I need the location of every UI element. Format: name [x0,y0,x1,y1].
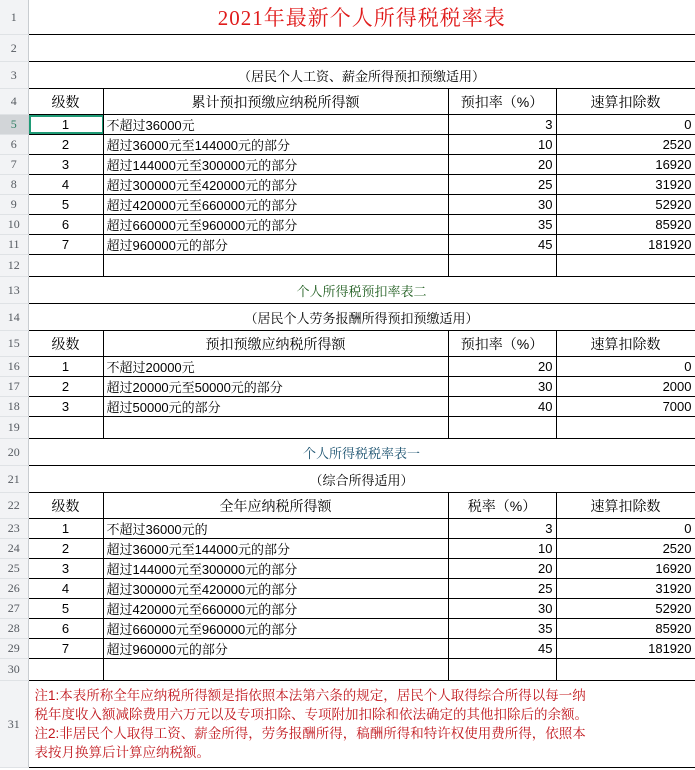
table2-col-rate: 预扣率（%） [448,331,556,357]
cell-level[interactable]: 7 [28,639,103,659]
table-row [0,377,695,397]
cell-rate[interactable]: 20 [448,357,556,377]
table-row [0,175,695,195]
cell-level[interactable]: 6 [28,215,103,235]
empty-cell[interactable] [103,659,448,681]
cell-rate[interactable]: 45 [448,639,556,659]
cell-deduction[interactable]: 31920 [556,579,695,599]
cell-range[interactable]: 超过660000元至960000元的部分 [103,215,448,235]
row-13 [0,277,695,304]
row-header-18[interactable]: 18 [0,397,28,417]
row-header-29[interactable]: 29 [0,639,28,659]
empty-cell[interactable] [556,417,695,439]
table-row [0,235,695,255]
empty-cell[interactable] [448,417,556,439]
cell-rate[interactable]: 3 [448,519,556,539]
cell-rate[interactable]: 25 [448,579,556,599]
cell-level[interactable]: 2 [28,377,103,397]
footnote-line-4: 表按月换算后计算应纳税额。 [34,745,210,760]
row-header-31[interactable]: 31 [0,681,28,768]
table-row [0,599,695,619]
cell-deduction[interactable]: 52920 [556,195,695,215]
cell-level[interactable]: 2 [28,135,103,155]
row-30 [0,659,695,681]
footnote-line-3: 注2:非居民个人取得工资、薪金所得，劳务报酬所得，稿酬所得和特许权使用费所得，依照本 [34,726,586,741]
empty-cell[interactable] [556,659,695,681]
cell-level[interactable]: 4 [28,579,103,599]
table3-col-rate: 税率（%） [448,493,556,519]
cell-range[interactable]: 超过960000元的部分 [103,639,448,659]
table3-col-deduction: 速算扣除数 [556,493,695,519]
cell-deduction[interactable]: 2520 [556,539,695,559]
row-header-1[interactable]: 1 [0,0,28,35]
cell-range[interactable]: 不超过36000元 [103,115,448,135]
footnote-line-1: 注1:本表所称全年应纳税所得额是指依照本法第六条的规定，居民个人取得综合所得以每一纳 [34,688,586,703]
cell-deduction[interactable]: 7000 [556,397,695,417]
row-header-12[interactable]: 12 [0,255,28,277]
table-row [0,135,695,155]
row-header-6[interactable]: 6 [0,135,28,155]
empty-cell[interactable] [28,417,103,439]
table2-col-level: 级数 [28,331,103,357]
page-title: 2021年最新个人所得税税率表 [28,0,695,35]
cell-level[interactable]: 1 [28,519,103,539]
table1-col-deduction: 速算扣除数 [556,89,695,115]
empty-cell[interactable] [28,659,103,681]
row-header-21[interactable]: 21 [0,466,28,493]
table-row [0,619,695,639]
cell-range[interactable]: 超过420000元至660000元的部分 [103,195,448,215]
cell-deduction[interactable]: 52920 [556,599,695,619]
row-15 [0,331,695,357]
cell-rate[interactable]: 10 [448,539,556,559]
cell-deduction[interactable]: 2520 [556,135,695,155]
row-1 [0,0,695,35]
row-21 [0,466,695,493]
cell-rate[interactable]: 20 [448,155,556,175]
cell-range[interactable]: 超过300000元至420000元的部分 [103,175,448,195]
table-row [0,519,695,539]
table1-col-range: 累计预扣预缴应纳税所得额 [103,89,448,115]
cell-deduction[interactable]: 16920 [556,559,695,579]
table-row [0,397,695,417]
row-12 [0,255,695,277]
cell-range[interactable]: 超过960000元的部分 [103,235,448,255]
cell-rate[interactable]: 30 [448,599,556,619]
cell-level[interactable]: 4 [28,175,103,195]
row-header-22[interactable]: 22 [0,493,28,519]
row-14 [0,304,695,331]
cell-deduction[interactable]: 2000 [556,377,695,397]
row-header-15[interactable]: 15 [0,331,28,357]
row-2 [0,35,695,62]
table3-banner: 个人所得税税率表一 [28,439,695,466]
cell-deduction[interactable]: 16920 [556,155,695,175]
row-header-11[interactable]: 11 [0,235,28,255]
cell-range[interactable]: 超过36000元至144000元的部分 [103,135,448,155]
row-header-4[interactable]: 4 [0,89,28,115]
row-header-10[interactable]: 10 [0,215,28,235]
row-31 [0,681,695,768]
empty-cell[interactable] [103,255,448,277]
table1-col-rate: 预扣率（%） [448,89,556,115]
table-row [0,357,695,377]
cell-level[interactable]: 7 [28,235,103,255]
cell-level[interactable]: 5 [28,195,103,215]
row-22 [0,493,695,519]
cell-rate[interactable]: 35 [448,215,556,235]
cell-level[interactable]: 6 [28,619,103,639]
empty-cell[interactable] [556,255,695,277]
cell-rate[interactable]: 30 [448,195,556,215]
cell-rate[interactable]: 30 [448,377,556,397]
cell-level[interactable]: 2 [28,539,103,559]
row-header-13[interactable]: 13 [0,277,28,304]
row-header-25[interactable]: 25 [0,559,28,579]
empty-cell[interactable] [448,659,556,681]
row-header-5[interactable]: 5 [0,115,28,135]
cell-range[interactable]: 不超过36000元的 [103,519,448,539]
table3-col-range: 全年应纳税所得额 [103,493,448,519]
cell-rate[interactable]: 10 [448,135,556,155]
cell-range[interactable]: 不超过20000元 [103,357,448,377]
table-row [0,539,695,559]
table1-col-level: 级数 [28,89,103,115]
table2-subtitle: （居民个人劳务报酬所得预扣预缴适用） [28,304,695,331]
row-header-9[interactable]: 9 [0,195,28,215]
row-header-8[interactable]: 8 [0,175,28,195]
cell-level[interactable]: 5 [28,599,103,619]
table1-banner: 个人所得税预扣率表一 [28,35,695,62]
cell-deduction[interactable]: 181920 [556,639,695,659]
cell-range[interactable]: 超过144000元至300000元的部分 [103,155,448,175]
footnote-block[interactable] [28,681,695,768]
row-4 [0,89,695,115]
empty-cell[interactable] [448,255,556,277]
cell-range[interactable]: 超过36000元至144000元的部分 [103,539,448,559]
cell-deduction[interactable]: 0 [556,115,695,135]
table-row [0,559,695,579]
cell-range[interactable]: 超过420000元至660000元的部分 [103,599,448,619]
row-header-30[interactable]: 30 [0,659,28,681]
cell-range[interactable]: 超过300000元至420000元的部分 [103,579,448,599]
row-header-16[interactable]: 16 [0,357,28,377]
table1-subtitle: （居民个人工资、薪金所得预扣预缴适用） [28,62,695,89]
cell-rate[interactable]: 20 [448,559,556,579]
table-row [0,639,695,659]
table2-banner: 个人所得税预扣率表二 [28,277,695,304]
row-19 [0,417,695,439]
cell-level[interactable]: 3 [28,559,103,579]
cell-deduction[interactable]: 85920 [556,215,695,235]
row-header-7[interactable]: 7 [0,155,28,175]
table-row [0,195,695,215]
cell-deduction[interactable]: 0 [556,519,695,539]
cell-level[interactable]: 3 [28,397,103,417]
cell-deduction[interactable]: 181920 [556,235,695,255]
footnote-line-2: 税年度收入额减除费用六万元以及专项扣除、专项附加扣除和依法确定的其他扣除后的余额。 [34,707,588,722]
row-header-20[interactable]: 20 [0,439,28,466]
row-header-24[interactable]: 24 [0,539,28,559]
cell-range[interactable]: 超过20000元至50000元的部分 [103,377,448,397]
row-header-19[interactable]: 19 [0,417,28,439]
row-header-2[interactable]: 2 [0,35,28,62]
table-row [0,155,695,175]
table-row [0,579,695,599]
row-header-27[interactable]: 27 [0,599,28,619]
table2-col-deduction: 速算扣除数 [556,331,695,357]
empty-cell[interactable] [103,417,448,439]
row-header-17[interactable]: 17 [0,377,28,397]
cell-deduction[interactable]: 85920 [556,619,695,639]
table3-col-level: 级数 [28,493,103,519]
cell-level[interactable]: 3 [28,155,103,175]
row-3 [0,62,695,89]
cell-range[interactable]: 超过660000元至960000元的部分 [103,619,448,639]
row-header-23[interactable]: 23 [0,519,28,539]
cell-deduction[interactable]: 31920 [556,175,695,195]
cell-rate[interactable]: 25 [448,175,556,195]
cell-deduction[interactable]: 0 [556,357,695,377]
table-row [0,215,695,235]
cell-range[interactable]: 超过144000元至300000元的部分 [103,559,448,579]
cell-rate[interactable]: 40 [448,397,556,417]
row-20 [0,439,695,466]
row-header-28[interactable]: 28 [0,619,28,639]
cell-range[interactable]: 超过50000元的部分 [103,397,448,417]
row-header-3[interactable]: 3 [0,62,28,89]
table2-col-range: 预扣预缴应纳税所得额 [103,331,448,357]
table-row [0,115,695,135]
table3-subtitle: （综合所得适用） [28,466,695,493]
cell-rate[interactable]: 3 [448,115,556,135]
cell-rate[interactable]: 45 [448,235,556,255]
cell-rate[interactable]: 35 [448,619,556,639]
empty-cell[interactable] [28,255,103,277]
row-header-26[interactable]: 26 [0,579,28,599]
row-header-14[interactable]: 14 [0,304,28,331]
cell-level[interactable]: 1 [28,115,103,135]
cell-level[interactable]: 1 [28,357,103,377]
